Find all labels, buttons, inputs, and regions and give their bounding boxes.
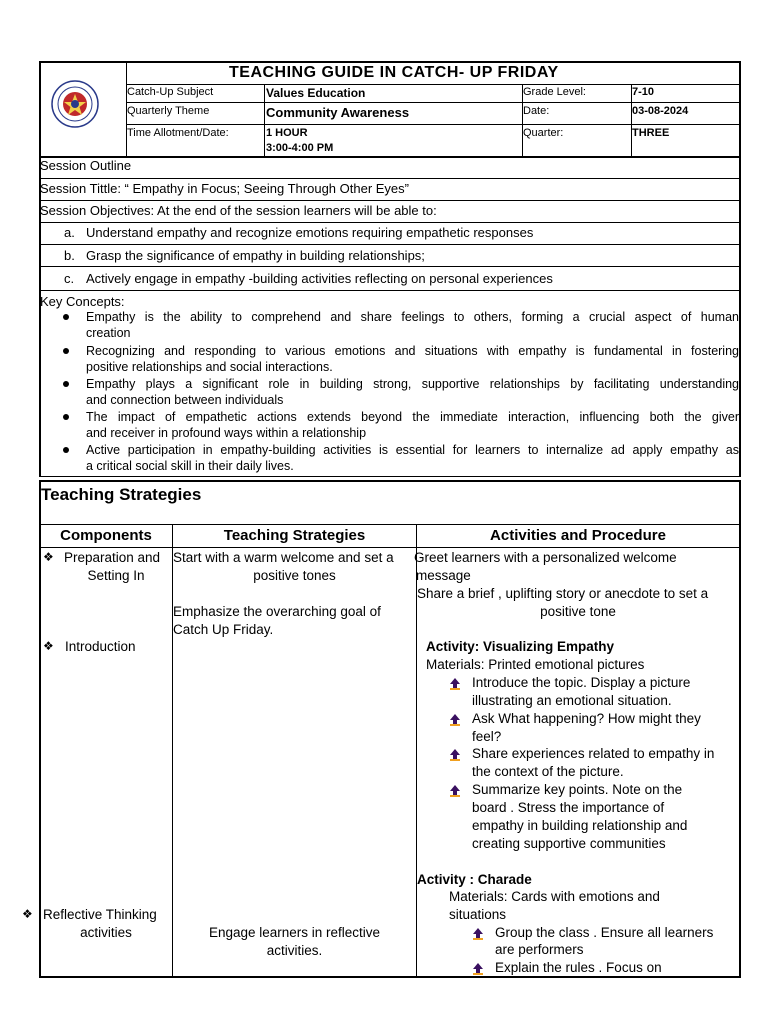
key-concept-line: and receiver in profound ways within a relationship bbox=[86, 426, 367, 440]
activity-step: Explain the rules . Focus on bbox=[495, 960, 662, 975]
quarterly-theme-label: Quarterly Theme bbox=[127, 105, 210, 117]
component-reflective-thinking: Reflective Thinking bbox=[43, 907, 157, 922]
activity-text: Greet learners with a personalized welcome bbox=[414, 550, 677, 565]
activity-step: are performers bbox=[495, 942, 584, 957]
activity-text: Share a brief , uplifting story or anecdote to set a bbox=[417, 586, 709, 601]
activity-materials: situations bbox=[449, 907, 507, 922]
arrow-bullet-icon bbox=[450, 749, 460, 761]
arrow-bullet-icon bbox=[450, 714, 460, 726]
strategy-text: Catch Up Friday. bbox=[173, 622, 274, 637]
activity-title: Activity : Charade bbox=[417, 872, 532, 887]
diamond-bullet-icon: ❖ bbox=[43, 550, 54, 564]
quarter-label: Quarter: bbox=[523, 127, 564, 139]
activity-step: illustrating an emotional situation. bbox=[472, 693, 672, 708]
date-label: Date: bbox=[523, 105, 550, 117]
key-concept-line: Recognizing and responding to various emotions and situations with empathy is fundamental in fostering bbox=[86, 344, 739, 358]
strategy-text: Emphasize the overarching goal of bbox=[173, 604, 381, 619]
session-title: Session Tittle: “ Empathy in Focus; Seeing Through Other Eyes” bbox=[40, 181, 409, 196]
objective-item: Grasp the significance of empathy in building relationships; bbox=[86, 248, 425, 263]
activity-materials: Materials: Cards with emotions and bbox=[449, 889, 660, 904]
key-concept-line: creation bbox=[86, 326, 131, 340]
session-outline: Session Outline bbox=[40, 158, 132, 173]
bullet-icon bbox=[63, 314, 69, 320]
component-preparation: Preparation and bbox=[64, 550, 161, 565]
activity-step: Group the class . Ensure all learners bbox=[495, 925, 714, 940]
key-concepts-label: Key Concepts: bbox=[40, 294, 125, 309]
diamond-bullet-icon: ❖ bbox=[22, 907, 33, 921]
strategy-text: Start with a warm welcome and set a bbox=[173, 550, 394, 565]
column-header-activities: Activities and Procedure bbox=[490, 527, 666, 544]
activity-step: feel? bbox=[472, 729, 502, 744]
grade-level-label: Grade Level: bbox=[523, 86, 586, 98]
bullet-icon bbox=[63, 381, 69, 387]
arrow-bullet-icon bbox=[473, 963, 483, 975]
strategy-text: Engage learners in reflective bbox=[208, 925, 381, 940]
objective-item: Understand empathy and recognize emotions requiring empathetic responses bbox=[86, 225, 534, 240]
catch-up-subject-value: Values Education bbox=[266, 86, 366, 100]
teaching-strategies-heading: Teaching Strategies bbox=[41, 485, 202, 504]
activity-step: Share experiences related to empathy in bbox=[472, 746, 715, 761]
catch-up-subject-label: Catch-Up Subject bbox=[127, 86, 214, 98]
arrow-bullet-icon bbox=[450, 785, 460, 797]
key-concept-line: Empathy plays a significant role in building strong, supportive relationships by facilitating understanding bbox=[86, 377, 739, 391]
arrow-bullet-icon bbox=[450, 678, 460, 690]
key-concept-line: and connection between individuals bbox=[86, 393, 284, 407]
activity-step: creating supportive communities bbox=[472, 836, 666, 851]
component-preparation: Setting In bbox=[87, 568, 145, 583]
activity-text: message bbox=[416, 568, 471, 583]
deped-seal-logo bbox=[51, 80, 99, 128]
key-concept-line: a critical social skill in their daily lives. bbox=[86, 459, 294, 473]
quarterly-theme-value: Community Awareness bbox=[266, 105, 410, 120]
objective-letter: a. bbox=[64, 225, 75, 240]
strategy-text: activities. bbox=[266, 943, 323, 958]
column-header-components: Components bbox=[60, 527, 152, 544]
session-objectives-intro: Session Objectives: At the end of the session learners will be able to: bbox=[40, 203, 437, 218]
activity-step: empathy in building relationship and bbox=[472, 818, 688, 833]
arrow-bullet-icon bbox=[473, 928, 483, 940]
component-introduction: Introduction bbox=[65, 639, 136, 654]
activity-step: Introduce the topic. Display a picture bbox=[472, 675, 691, 690]
component-reflective-thinking: activities bbox=[80, 925, 132, 940]
time-allotment-value: 1 HOUR bbox=[266, 127, 308, 139]
column-header-strategies: Teaching Strategies bbox=[223, 527, 366, 544]
objective-letter: c. bbox=[64, 271, 75, 286]
objective-item: Actively engage in empathy -building activities reflecting on personal experiences bbox=[86, 271, 553, 286]
activity-title: Activity: Visualizing Empathy bbox=[426, 639, 615, 654]
strategy-text: positive tones bbox=[253, 568, 336, 583]
bullet-icon bbox=[63, 414, 69, 420]
date-value: 03-08-2024 bbox=[632, 105, 689, 117]
activity-step: Ask What happening? How might they bbox=[472, 711, 701, 726]
objective-letter: b. bbox=[64, 248, 75, 263]
page-title: TEACHING GUIDE IN CATCH- UP FRIDAY bbox=[229, 64, 559, 81]
quarter-value: THREE bbox=[632, 127, 670, 139]
diamond-bullet-icon: ❖ bbox=[43, 639, 54, 653]
activity-materials: Materials: Printed emotional pictures bbox=[426, 657, 645, 672]
key-concept-line: The impact of empathetic actions extends beyond the immediate interaction, influencing both the giver bbox=[86, 410, 739, 424]
key-concept-line: positive relationships and social interactions. bbox=[86, 360, 333, 374]
bullet-icon bbox=[63, 348, 69, 354]
activity-step: the context of the picture. bbox=[472, 764, 624, 779]
activity-step: Summarize key points. Note on the bbox=[472, 782, 683, 797]
activity-step: board . Stress the importance of bbox=[472, 800, 665, 815]
activity-text: positive tone bbox=[540, 604, 616, 619]
time-range-value: 3:00-4:00 PM bbox=[266, 142, 334, 154]
time-allotment-label: Time Allotment/Date: bbox=[127, 127, 229, 139]
bullet-icon bbox=[63, 447, 69, 453]
grade-level-value: 7-10 bbox=[632, 86, 655, 98]
key-concept-line: Empathy is the ability to comprehend and share feelings to others, forming a crucial aspect of human bbox=[86, 310, 739, 324]
key-concept-line: Active participation in empathy-building activities is essential for learners to internalize ad apply empathy as bbox=[86, 443, 739, 457]
